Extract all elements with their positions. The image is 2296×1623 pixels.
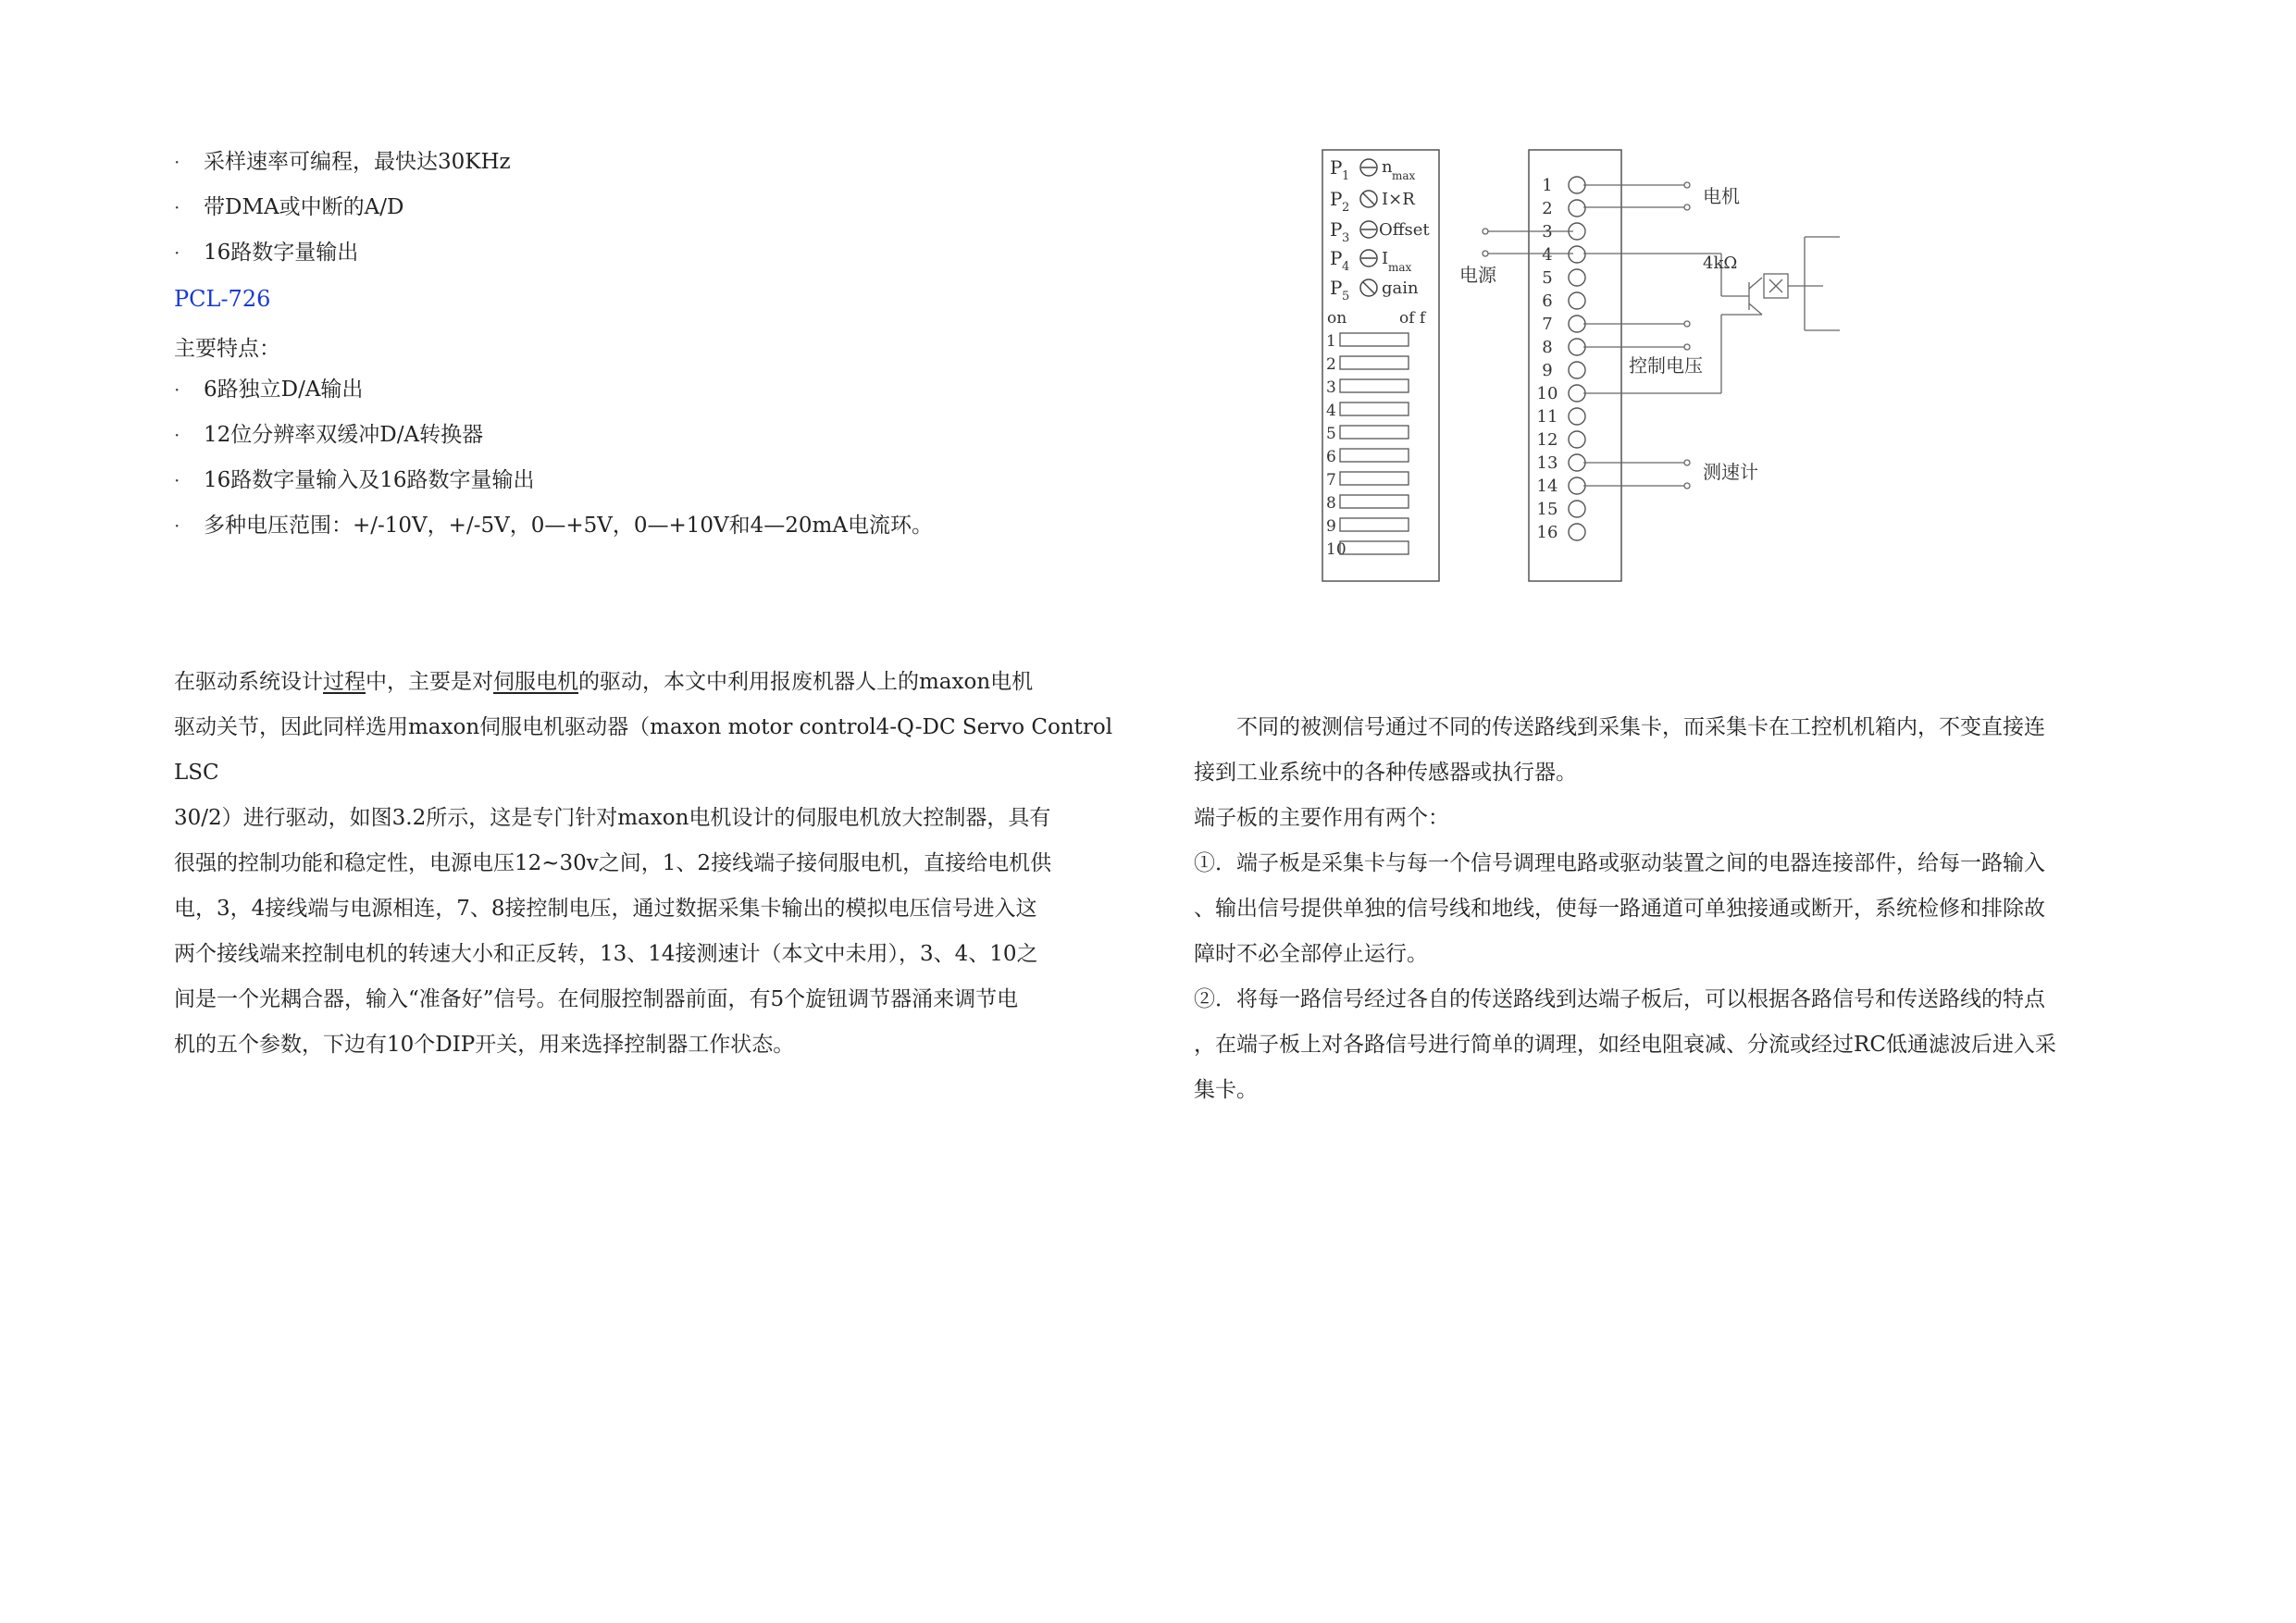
terminal-number: 2 <box>1542 199 1553 218</box>
dip-switch-group <box>1326 332 1409 559</box>
terminal-screw <box>1569 431 1585 448</box>
terminal-screw <box>1569 269 1585 286</box>
pot-label-p: P <box>1330 277 1343 299</box>
paragraph-line: 很强的控制功能和稳定性，电源电压12~30v之间，1、2接线端子接伺服电机，直接给电机供 <box>174 851 1052 875</box>
paragraph-line: 两个接线端来控制电机的转速大小和正反转，13、14接测速计（本文中未用），3、4、10之 <box>174 942 1038 966</box>
potentiometer <box>1330 188 1415 215</box>
bullet-dot: · <box>174 196 180 218</box>
feature-text: 12位分辨率双缓冲D/A转换器 <box>204 423 484 447</box>
terminal-number: 6 <box>1542 291 1553 311</box>
paragraph-line: 障时不必全部停止运行。 <box>1194 942 1428 966</box>
terminal-number: 1 <box>1542 176 1553 195</box>
dip-switch-number: 3 <box>1326 378 1336 397</box>
terminal-screw <box>1569 362 1585 378</box>
pot-function-sub: max <box>1392 169 1416 182</box>
bullet-dot: · <box>174 378 180 401</box>
dip-on-label: on <box>1327 309 1347 328</box>
potentiometer <box>1330 277 1419 304</box>
paragraph-line: 间是一个光耦合器，输入“准备好”信号。在伺服控制器前面，有5个旋钮调节器涌来调节电 <box>174 987 1019 1011</box>
feature-text: 16路数字量输出 <box>204 241 359 265</box>
dip-switch <box>1340 541 1409 554</box>
paragraph-line: ②．将每一路信号经过各自的传送路线到达端子板后，可以根据各路信号和传送路线的特点 <box>1194 987 2045 1011</box>
terminal-number: 7 <box>1542 315 1553 334</box>
dip-off-label: of f <box>1399 309 1426 328</box>
terminal-number: 5 <box>1542 268 1553 288</box>
terminal-screw <box>1569 408 1585 425</box>
dip-switch <box>1340 356 1409 369</box>
paragraph-line: ①．端子板是采集卡与每一个信号调理电路或驱动装置之间的电器连接部件，给每一路输入 <box>1194 851 2045 875</box>
pot-label-sub: 5 <box>1342 290 1350 304</box>
motor-label: 电机 <box>1703 185 1740 207</box>
potentiometer <box>1330 218 1430 245</box>
paragraph-line: 驱动关节，因此同样选用maxon伺服电机驱动器（maxon motor control4-Q-DC Servo Control <box>174 715 1113 739</box>
dip-switch-number: 6 <box>1326 448 1336 466</box>
driver-description-paragraph <box>174 660 1127 1068</box>
paragraph-line: LSC <box>174 761 219 785</box>
dip-switch <box>1340 495 1409 508</box>
features-heading: 主要特点： <box>174 337 280 361</box>
pot-label-sub: 2 <box>1342 201 1350 215</box>
terminal-number: 4 <box>1542 245 1553 265</box>
terminal-screw <box>1569 385 1585 402</box>
dip-switch-number: 4 <box>1326 402 1336 420</box>
terminal-screw <box>1569 339 1585 355</box>
terminal-board-paragraph <box>1194 705 2138 1113</box>
servo-controller-wiring-diagram <box>1314 139 1860 592</box>
pot-function-label: n <box>1382 157 1393 177</box>
dip-switch <box>1340 379 1409 392</box>
pot-function-label: gain <box>1382 279 1419 298</box>
terminal-number: 9 <box>1542 361 1553 380</box>
terminal-number: 12 <box>1536 430 1558 450</box>
dip-switch <box>1340 472 1409 485</box>
paragraph-line <box>174 660 1127 705</box>
paragraph-line: 、输出信号提供单独的信号线和地线，使每一路通道可单独接通或断开，系统检修和排除故 <box>1194 897 2045 921</box>
paragraph-line: 接到工业系统中的各种传感器或执行器。 <box>1194 761 1577 785</box>
terminal-screw <box>1569 177 1585 193</box>
dip-switch <box>1340 518 1409 531</box>
terminal-number: 14 <box>1536 477 1558 496</box>
terminal-screw <box>1569 454 1585 471</box>
terminal-screw <box>1569 524 1585 540</box>
underlined-term: 过程 <box>323 670 366 694</box>
paragraph-line: 电，3，4接线端与电源相连，7、8接控制电压，通过数据采集卡输出的模拟电压信号进入这 <box>174 897 1037 921</box>
terminal-screw <box>1569 501 1585 517</box>
pot-function-sub: max <box>1388 261 1412 274</box>
pot-label-sub: 1 <box>1342 169 1350 183</box>
terminal-screw <box>1569 477 1585 494</box>
pot-label-p: P <box>1330 156 1343 179</box>
terminal-screw <box>1569 246 1585 263</box>
feature-text: 多种电压范围：+/-10V，+/-5V，0—+5V，0—+10V和4—20mA电流环。 <box>204 514 933 538</box>
potentiometer <box>1330 247 1412 274</box>
pot-label-sub: 4 <box>1342 260 1350 274</box>
paragraph-line: 端子板的主要作用有两个： <box>1194 806 1449 830</box>
terminal-number: 8 <box>1542 338 1553 357</box>
dip-switch-number: 1 <box>1326 332 1336 351</box>
text-run: 在驱动系统设计 <box>174 670 323 694</box>
text-run: 的驱动，本文中利用报废机器人上的maxon电机 <box>578 670 1034 694</box>
bullet-dot: · <box>174 151 180 173</box>
pot-function-label: I <box>1382 249 1389 268</box>
pot-label-p: P <box>1330 218 1343 241</box>
bullet-dot: · <box>174 424 180 446</box>
terminal-screw <box>1569 316 1585 332</box>
dip-switch <box>1340 403 1409 415</box>
pot-function-label: Offset <box>1379 220 1430 240</box>
dip-switch-number: 5 <box>1326 425 1336 443</box>
feature-text: 6路独立D/A输出 <box>204 378 364 402</box>
dip-switch-number: 10 <box>1326 540 1347 559</box>
paragraph-line: 30/2）进行驱动，如图3.2所示，这是专门针对maxon电机设计的伺服电机放大控制器，具有 <box>174 806 1051 830</box>
dip-switch-number: 2 <box>1326 355 1336 374</box>
control-voltage-label: 控制电压 <box>1629 354 1703 377</box>
product-name-link[interactable]: PCL-726 <box>174 286 271 312</box>
dip-switch-number: 7 <box>1326 471 1336 489</box>
dip-switch <box>1340 449 1409 462</box>
potentiometer-group <box>1330 156 1430 304</box>
paragraph-line: 集卡。 <box>1194 1078 1258 1102</box>
potentiometer <box>1330 156 1416 183</box>
feature-text: 16路数字量输入及16路数字量输出 <box>204 468 535 492</box>
bullet-dot: · <box>174 242 180 264</box>
paragraph-line: 机的五个参数，下边有10个DIP开关，用来选择控制器工作状态。 <box>174 1033 795 1057</box>
dip-switch-number: 8 <box>1326 494 1336 513</box>
text-run: 中，主要是对 <box>366 670 493 694</box>
bullet-dot: · <box>174 469 180 491</box>
resistor-label: 4kΩ <box>1703 254 1738 273</box>
terminal-number: 16 <box>1536 523 1558 542</box>
terminal-number: 3 <box>1542 222 1553 242</box>
terminal-number: 15 <box>1536 500 1558 519</box>
pot-function-label: I×R <box>1382 190 1415 209</box>
terminal-screw <box>1569 292 1585 309</box>
terminal-number: 11 <box>1536 407 1558 427</box>
terminal-number: 10 <box>1536 384 1558 403</box>
dip-switch <box>1340 333 1409 346</box>
paragraph-line: 不同的被测信号通过不同的传送路线到采集卡，而采集卡在工控机机箱内，不变直接连 <box>1236 715 2045 739</box>
feature-text: 采样速率可编程，最快达30KHz <box>204 150 511 174</box>
pot-label-sub: 3 <box>1342 231 1350 245</box>
underlined-term: 伺服电机 <box>493 670 578 694</box>
feature-text: 带DMA或中断的A/D <box>204 195 404 219</box>
dip-switch-number: 9 <box>1326 517 1336 536</box>
dip-switch <box>1340 426 1409 439</box>
tacho-label: 测速计 <box>1703 461 1758 483</box>
terminal-screw <box>1569 200 1585 217</box>
pot-label-p: P <box>1330 188 1343 210</box>
bullet-dot: · <box>174 514 180 537</box>
pot-label-p: P <box>1330 247 1343 269</box>
terminal-number: 13 <box>1536 453 1558 473</box>
power-label: 电源 <box>1459 264 1496 286</box>
paragraph-line: ，在端子板上对各路信号进行简单的调理，如经电阻衰减、分流或经过RC低通滤波后进入采 <box>1194 1033 2056 1057</box>
